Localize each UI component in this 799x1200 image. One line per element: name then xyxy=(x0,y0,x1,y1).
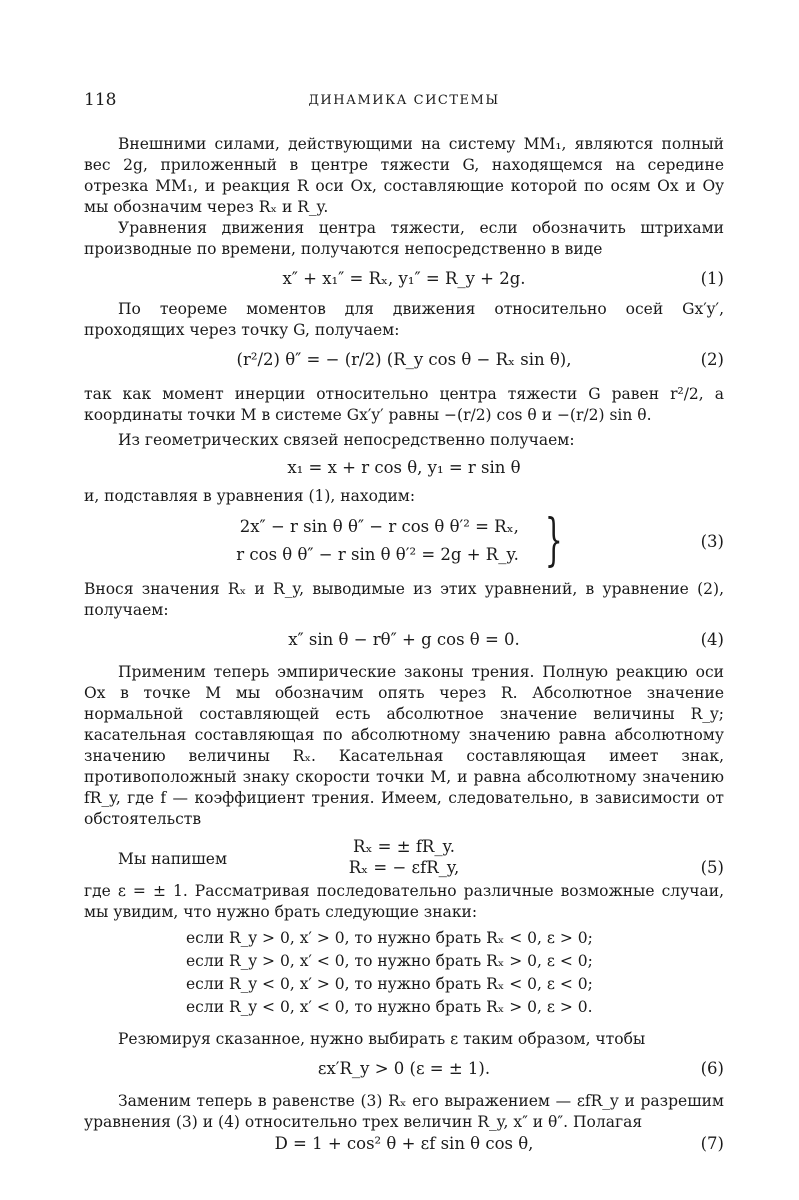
right-brace-icon: } xyxy=(545,508,563,573)
page-body xyxy=(84,134,724,1154)
paragraph-inertia: так как момент инерции относительно центра тяжести G равен r²/2, а координаты точки M в системе Gx′y′ равны −(r/2) cos θ и −(r/2) sin θ. xyxy=(84,385,724,424)
page-header xyxy=(84,90,724,114)
case-4: если R_y < 0, x′ < 0, то нужно брать Rₓ > 0, ε > 0. xyxy=(186,998,593,1016)
equation-4-number: (4) xyxy=(700,630,724,649)
equation-7-body: D = 1 + cos² θ + εf sin θ cos θ, xyxy=(274,1134,534,1153)
equation-2-number: (2) xyxy=(700,350,724,369)
equation-geometric xyxy=(84,457,724,478)
paragraph-geometric: Из геометрических связей непосредственно получаем: xyxy=(118,431,575,449)
equation-geometric-body: x₁ = x + r cos θ, y₁ = r sin θ xyxy=(287,458,521,477)
equation-4 xyxy=(84,629,724,650)
case-1: если R_y > 0, x′ > 0, то нужно брать Rₓ < 0, ε > 0; xyxy=(186,929,593,947)
equation-friction-body: Rₓ = ± fR_y. xyxy=(353,837,455,856)
paragraph-substituting: и, подставляя в уравнения (1), находим: xyxy=(84,487,416,505)
page-number: 118 xyxy=(84,90,117,110)
equation-3-number: (3) xyxy=(700,532,724,551)
equation-4-body: x″ sin θ − rθ″ + g cos θ = 0. xyxy=(288,630,520,649)
equation-7-number: (7) xyxy=(700,1134,724,1153)
case-2: если R_y > 0, x′ < 0, то нужно брать Rₓ > 0, ε < 0; xyxy=(186,952,593,970)
paragraph-summary: Резюмируя сказанное, нужно выбирать ε таким образом, чтобы xyxy=(118,1030,646,1048)
equation-1 xyxy=(84,268,724,289)
equation-2 xyxy=(84,349,724,370)
paragraph-motion-intro: Уравнения движения центра тяжести, если обозначить штрихами производные по времени, получаются непосредственно в виде xyxy=(84,219,724,258)
paragraph-epsilon: где ε = ± 1. Рассматривая последовательно различные возможные случаи, мы увидим, что нужно брать следующие знаки: xyxy=(84,882,724,921)
equation-3-line-1: 2x″ − r sin θ θ″ − r cos θ θ′² = Rₓ, xyxy=(239,517,519,536)
paragraph-we-write: Мы напишем xyxy=(118,850,228,868)
equation-5 xyxy=(84,850,724,881)
paragraph-moments: По теореме моментов для движения относительно осей Gx′y′, проходящих через точку G, получаем: xyxy=(84,300,724,339)
equation-5-number: (5) xyxy=(700,858,724,877)
paragraph-friction: Применим теперь эмпирические законы трения. Полную реакцию оси Ox в точке M мы обозначим опять через R. Абсолютное значение нормальной составляющей есть абсолютное значение величины R_y; касательная составляющая по абсолютному значению равна абсолютному значению величины Rₓ. Касательная составляющая имеет знак, противоположный знаку скорости точки M, и равна абсолютному значению fR_y, где f — коэффициент трения. Имеем, следовательно, в зависимости от обстоятельств xyxy=(84,663,724,828)
running-title: ДИНАМИКА СИСТЕМЫ xyxy=(308,93,500,108)
paragraph-external-forces: Внешними силами, действующими на систему MM₁, являются полный вес 2g, приложенный в центре тяжести G, находящемся на середине отрезка MM₁, и реакция R оси Ox, составляющие которой по осям Ox и Oy мы обозначим через Rₓ и R_y. xyxy=(84,135,724,216)
equation-7 xyxy=(84,1133,724,1154)
equation-6-number: (6) xyxy=(700,1059,724,1078)
equation-1-body: x″ + x₁″ = Rₓ, y₁″ = R_y + 2g. xyxy=(282,269,526,288)
paragraph-replace: Заменим теперь в равенстве (3) Rₓ его выражением — εfR_y и разрешим уравнения (3) и (4) относительно трех величин R_y, x″ и θ″. Полагая xyxy=(84,1092,724,1131)
equation-6 xyxy=(84,1058,724,1079)
sign-cases xyxy=(186,927,724,1019)
paragraph-inserting: Внося значения Rₓ и R_y, выводимые из этих уравнений, в уравнение (2), получаем: xyxy=(84,580,724,619)
case-3: если R_y < 0, x′ > 0, то нужно брать Rₓ < 0, ε < 0; xyxy=(186,975,593,993)
equation-1-number: (1) xyxy=(700,269,724,288)
equation-3 xyxy=(84,508,724,573)
equation-2-body: (r²/2) θ″ = − (r/2) (R_y cos θ − Rₓ sin θ), xyxy=(236,350,572,369)
equation-5-body: Rₓ = − εfR_y, xyxy=(348,858,460,877)
equation-6-body: εx′R_y > 0 (ε = ± 1). xyxy=(317,1059,491,1078)
equation-3-line-2: r cos θ θ″ − r sin θ θ′² = 2g + R_y. xyxy=(236,545,519,564)
equation-3-system xyxy=(236,513,519,569)
